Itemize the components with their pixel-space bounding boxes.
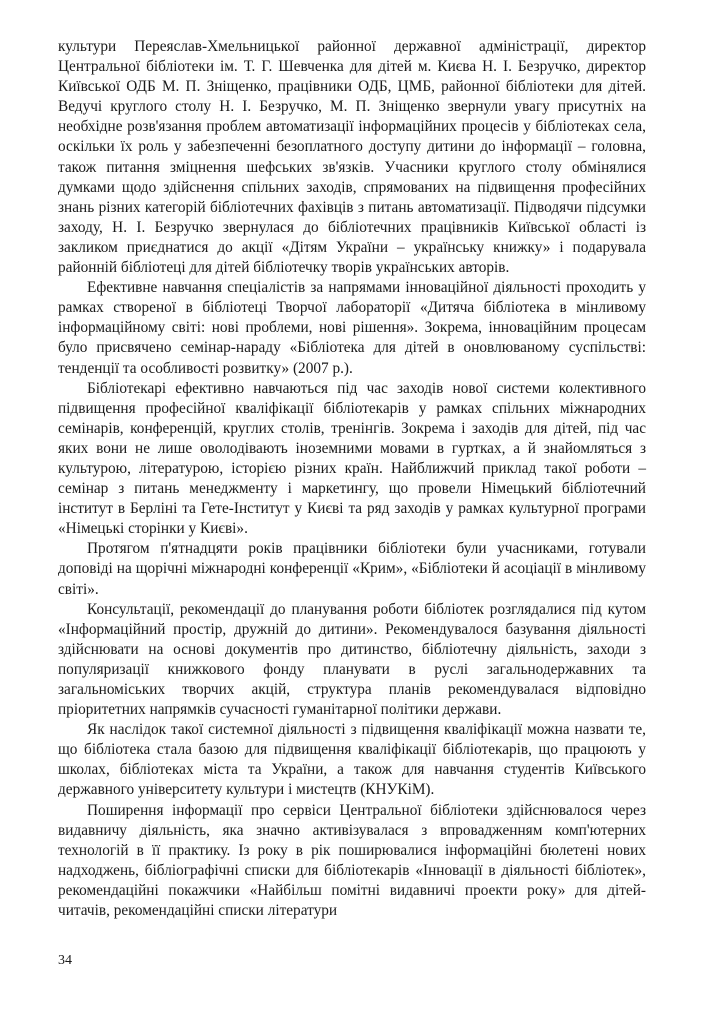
page-number: 34 [58,953,72,968]
paragraph-7: Поширення інформації про сервіси Центральної бібліотеки здійснювалося через видавничу діяльність, яка значно активізувалася з впровадженням комп'ютерних технологій в її практику. Із року в рік поширювалися інформаційні бюлетені нових надходжень, бібліографічні списки для бібліотекарів «Інновації в діяльності бібліотек», рекомендаційні покажчики «Найбільш помітні видавничі проекти року» для дітей-читачів, рекомендаційні списки літератури [58,801,646,920]
paragraph-3: Бібліотекарі ефективно навчаються під час заходів нової системи колективного підвищення професійної кваліфікації бібліотекарів у рамках спільних міжнародних семінарів, конференцій, круглих столів, тренінгів. Зокрема і заходів для дітей, під час яких вони не лише оволодівають іноземними мовами в гуртках, а й знайомляться з культурою, літературою, історією різних країн. Найближчий приклад такої роботи – семінар з питань менеджменту і маркетингу, що провели Німецький бібліотечний інститут в Берліні та Гете-Інститут у Києві та ряд заходів у рамках культурної програми «Німецькі сторінки у Києві». [58,379,646,538]
paragraph-4: Протягом п'ятнадцяти років працівники бібліотеки були учасниками, готували доповіді на щорічні міжнародні конференції «Крим», «Бібліотеки й асоціації в мінливому світі». [58,540,646,598]
body-text [58,37,646,921]
paragraph-1: культури Переяслав-Хмельницької районної державної адміністрації, директор Центральної бібліотеки ім. Т. Г. Шевченка для дітей м. Києва Н. І. Безручко, директор Київської ОДБ М. П. Зніщенко, працівники ОДБ, ЦМБ, районної бібліотеки для дітей. Ведучі круглого столу Н. І. Безручко, М. П. Зніщенко звернули увагу присутніх на необхідне розв'язання проблем автоматизації інформаційних процесів у бібліотеках села, оскільки їх роль у забезпеченні безоплатного доступу дитини до інформації – головна, також питання зміцнення шефських зв'язків. Учасники круглого столу обмінялися думками щодо здійснення спільних заходів, спрямованих на підвищення професійних знань різних категорій бібліотечних фахівців з питань автоматизації. Підводячи підсумки заходу, Н. І. Безручко звернулася до бібліотечних працівників Київської області із закликом приєднатися до акції «Дітям України – українську книжку» і подарувала районній бібліотеці для дітей бібліотечку творів українських авторів. [58,38,646,277]
paragraph-2: Ефективне навчання спеціалістів за напрямами інноваційної діяльності проходить у рамках створеної в бібліотеці Творчої лабораторії «Дитяча бібліотека в мінливому інформаційному світі: нові проблеми, нові рішення». Зокрема, інноваційним процесам було присвячено семінар-нараду «Бібліотека для дітей в оновлюваному суспільстві: тенденції та особливості розвитку» (2007 р.). [58,279,646,377]
paragraph-5: Консультації, рекомендації до планування роботи бібліотек розглядалися під кутом «Інформаційний простір, дружній до дитини». Рекомендувалося базування діяльності здійснювати на основі документів про дитинство, бібліотечну діяльність, заходи з популяризації книжкового фонду планувати в руслі загальнодержавних та загальноміських творчих акцій, структура планів рекомендувалася відповідно пріоритетних напрямків сучасності гуманітарної політики держави. [58,600,646,719]
paragraph-6: Як наслідок такої системної діяльності з підвищення кваліфікації можна назвати те, що бібліотека стала базою для підвищення кваліфікації бібліотекарів, що працюють у школах, бібліотеках міста та України, а також для навчання студентів Київського державного університету культури і мистецтв (КНУКіМ). [58,721,646,799]
